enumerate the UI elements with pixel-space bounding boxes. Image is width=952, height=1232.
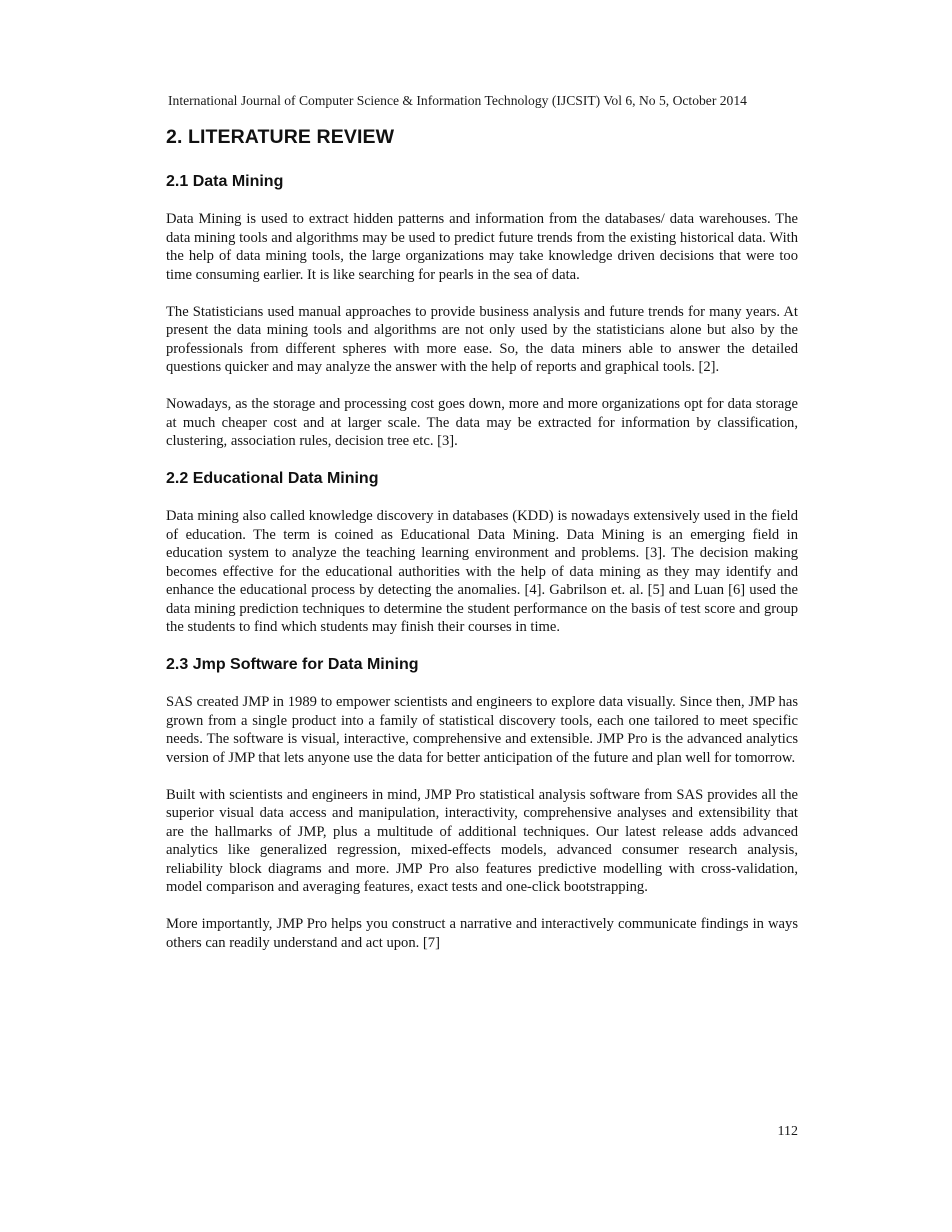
running-header: International Journal of Computer Science & Information Technology (IJCSIT) Vol 6, No 5, October 2014 [168, 93, 747, 108]
section-title: 2. LITERATURE REVIEW [166, 126, 395, 148]
paragraph: SAS created JMP in 1989 to empower scientists and engineers to explore data visually. Since then, JMP has grown from a single product into a family of statistical discovery tools, each one tailored to meet specific needs. The software is visual, interactive, comprehensive and extensible. JMP Pro is the advanced analytics version of JMP that lets anyone use the data for better anticipation of the future and plan well for tomorrow. [166, 694, 798, 766]
subsection-data-mining [166, 172, 798, 451]
subsection-jmp-software [166, 655, 798, 952]
paragraph: Data Mining is used to extract hidden patterns and information from the databases/ data warehouses. The data mining tools and algorithms may be used to predict future trends from the existing historical data. With the help of data mining tools, the large organizations may take knowledge driven decisions that were too time consuming earlier. It is like searching for pearls in the sea of data. [166, 211, 798, 283]
paragraph: Data mining also called knowledge discovery in databases (KDD) is nowadays extensively used in the field of education. The term is coined as Educational Data Mining. Data Mining is an emerging field in education system to analyze the teaching learning environment and problems. [3]. The decision making becomes effective for the educational authorities with the help of data mining as they may identify and enhance the educational process by detecting the anomalies. [4]. Gabrilson et. al. [5] and Luan [6] used the data mining prediction techniques to determine the student performance on the basis of test score and group the students to find which students may finish their courses in time. [166, 508, 798, 635]
paragraph: Built with scientists and engineers in mind, JMP Pro statistical analysis software from SAS provides all the superior visual data access and manipulation, interactivity, comprehensive analyses and extensibility that are the hallmarks of JMP, plus a multitude of additional techniques. Our latest release adds advanced analytics like generalized regression, mixed-effects models, advanced consumer research analysis, reliability block diagrams and more. JMP Pro also features predictive modelling with cross-validation, model comparison and averaging features, exact tests and one-click bootstrapping. [166, 786, 798, 895]
subsection-title: 2.3 Jmp Software for Data Mining [166, 656, 419, 673]
subsection-title: 2.1 Data Mining [166, 173, 284, 190]
subsection-educational-data-mining [166, 469, 798, 637]
main-content [166, 124, 798, 971]
subsection-title: 2.2 Educational Data Mining [166, 470, 379, 487]
paragraph: More importantly, JMP Pro helps you construct a narrative and interactively communicate findings in ways others can readily understand and act upon. [7] [166, 916, 798, 951]
paragraph: The Statisticians used manual approaches to provide business analysis and future trends for many years. At present the data mining tools and algorithms are not only used by the statisticians alone but also by the professionals from different spheres with more ease. So, the data miners able to answer the detailed questions quicker and may analyze the answer with the help of reports and graphical tools. [2]. [166, 303, 798, 375]
page-number: 112 [777, 1124, 798, 1139]
paragraph: Nowadays, as the storage and processing cost goes down, more and more organizations opt for data storage at much cheaper cost and at larger scale. The data may be extracted for information by classification, clustering, association rules, decision tree etc. [3]. [166, 396, 798, 449]
